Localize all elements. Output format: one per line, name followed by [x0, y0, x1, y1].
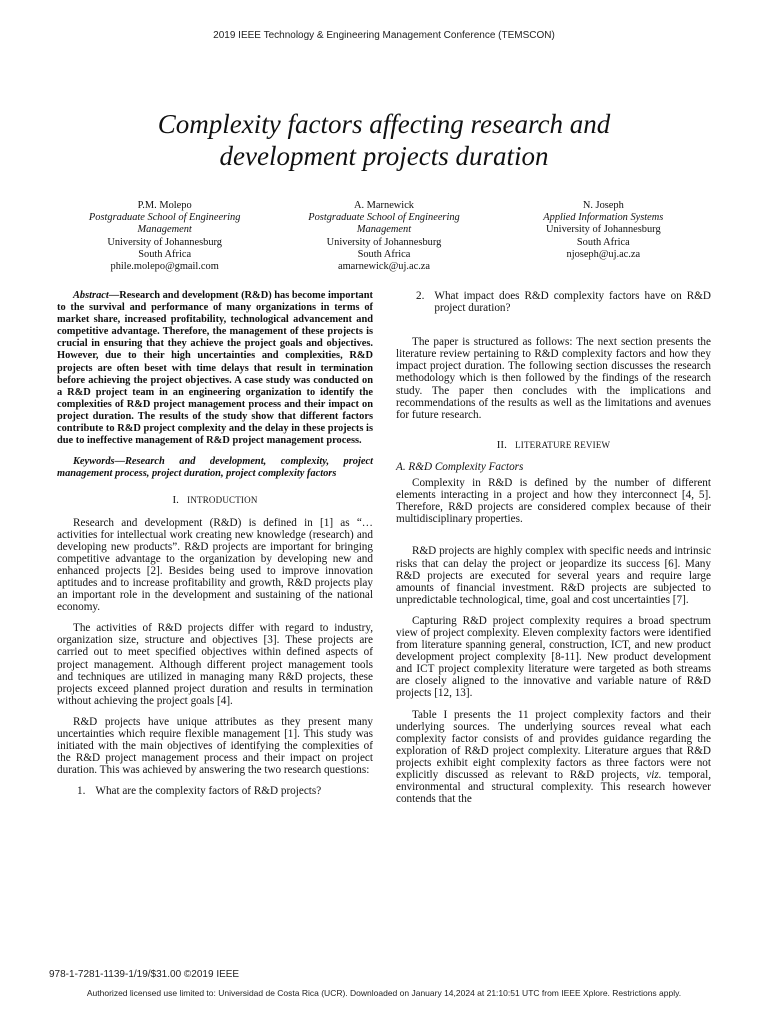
section-title: LITERATURE REVIEW — [515, 439, 611, 450]
lit-paragraph-3: Capturing R&D project complexity requires a broad spectrum view of project complexity. Eleven complexity factors were identified from literature spanning general, construction, ICT, and new product development project complexity [8-11]. New product development and ICT project complexity literature were targeted as both streams are closely aligned to the innovative and variable nature of R&D projects [12, 13]. — [396, 614, 711, 700]
intro-paragraph-2: The activities of R&D projects differ with regard to industry, organization size, structure and objectives [3]. These projects are carried out to meet specified objectives within defined aspects of project management. Although different project management tools and techniques are utilized in managing many R&D projects, these projects exceed planned project duration and results in termination without achieving the project goals [4]. — [57, 622, 373, 707]
title-line-1: Complexity factors affecting research and — [157, 109, 611, 139]
author-country: South Africa — [138, 248, 192, 260]
author-affiliation-2: Management — [356, 224, 412, 236]
author-name: N. Joseph — [582, 200, 624, 211]
section-heading-introduction — [57, 494, 373, 506]
conference-header: 2019 IEEE Technology & Engineering Management Conference (TEMSCON) — [213, 30, 555, 41]
author-block — [55, 200, 713, 273]
keywords: Keywords—Research and development, complexity, project management process, project duration, project complexity factors — [57, 456, 373, 480]
right-column — [396, 290, 711, 814]
copyright-line: 978-1-7281-1139-1/19/$31.00 ©2019 IEEE — [49, 969, 240, 980]
author-2 — [274, 200, 493, 273]
author-affiliation: Postgraduate School of Engineering — [88, 212, 241, 224]
section-number: II. — [496, 438, 507, 451]
author-email: phile.molepo@gmail.com — [110, 261, 219, 273]
author-affiliation: Applied Information Systems — [543, 212, 664, 224]
research-question-1 — [57, 785, 373, 797]
lit-paragraph-4-text-a: Table I presents the 11 project complexity factors and their underlying sources. The underlying sources reveal what each complexity factor consists of and provides guidance regarding the exploration of R&D project complexity. Literature argues that R&D projects exhibit eight complexity factors as three factors were not explicitly discussed as relevant to R&D projects, — [396, 708, 711, 781]
research-questions-list — [57, 785, 373, 797]
author-email: amarnewick@uj.ac.za — [337, 261, 431, 273]
structure-paragraph: The paper is structured as follows: The next section presents the literature review pertaining to R&D complexity factors and how they impact project duration. The following section discusses the research methodology which is then followed by the findings of the research study. The paper then concludes with the implications and recommendations of the results as well as the limitations and avenues for future research. — [396, 336, 711, 421]
lit-paragraph-4-text-b: temporal, environmental and structural complexity. This research however contends that the — [396, 769, 712, 806]
paper-title — [60, 108, 708, 172]
section-number: I. — [172, 494, 179, 507]
left-column — [57, 290, 373, 803]
lit-paragraph-4 — [396, 709, 711, 806]
author-institution: University of Johannesburg — [326, 236, 442, 248]
author-email: njoseph@uj.ac.za — [566, 248, 641, 260]
author-name: A. Marnewick — [353, 200, 414, 211]
list-text: What are the complexity factors of R&D projects? — [95, 785, 322, 798]
viz-abbrev: viz. — [646, 769, 662, 781]
list-number: 2. — [416, 290, 425, 302]
intro-paragraph-3: R&D projects have unique attributes as they present many uncertainties which require flexible management [1]. This study was initiated with the main objectives of identifying the complexities of the R&D project management process and their impact on project duration. This was achieved by answering the two research questions: — [57, 715, 373, 777]
intro-paragraph-1: Research and development (R&D) is defined in [1] as “…activities for intellectual work creating new knowledge (research) and developing new products”. R&D projects are important for bringing competitive advantage to the organization by developing new and enhanced projects [2]. Besides being used to improve innovation aptitudes and to increase profitability and growth, R&D projects play an important role in the development and sustaining of the national economy. — [57, 516, 373, 614]
author-institution: University of Johannesburg — [545, 224, 661, 236]
list-number: 1. — [77, 785, 86, 798]
research-question-2 — [396, 290, 711, 314]
section-heading-literature-review — [396, 439, 711, 451]
author-name: P.M. Molepo — [137, 200, 192, 211]
title-line-2: development projects duration — [219, 141, 549, 171]
license-footer: Authorized licensed use limited to: Universidad de Costa Rica (UCR). Downloaded on January 14,2024 at 21:10:51 UTC from IEEE Xplore. Restrictions apply. — [86, 988, 682, 998]
author-country: South Africa — [357, 248, 411, 260]
author-institution: University of Johannesburg — [107, 236, 222, 248]
subsection-heading: A. R&D Complexity Factors — [396, 460, 524, 473]
author-1 — [55, 200, 274, 273]
author-country: South Africa — [576, 236, 630, 248]
list-text: What impact does R&D complexity factors have on R&D project duration? — [434, 290, 711, 315]
author-affiliation-2: Management — [137, 224, 192, 236]
research-questions-list-cont — [396, 290, 711, 314]
lit-paragraph-1: Complexity in R&D is defined by the number of different elements interacting in a project and how they interconnect [4, 5]. Therefore, R&D projects are considered complex because of their multidisciplinary properties. — [396, 477, 711, 526]
author-3 — [494, 200, 713, 273]
abstract — [57, 290, 373, 447]
abstract-label: Abstract — [73, 290, 109, 301]
section-title: INTRODUCTION — [187, 495, 258, 506]
lit-paragraph-2: R&D projects are highly complex with specific needs and intrinsic risks that can delay the project or jeopardize its success [6]. Many R&D projects are executed for several years and require large amounts of financial investment. R&D projects are subjected to unpredictable technological, time, goal and cost uncertainties [7]. — [396, 545, 711, 606]
author-affiliation: Postgraduate School of Engineering — [308, 212, 460, 224]
abstract-text: —Research and development (R&D) has become important to the survival and performance of many organizations in terms of market share, increased profitability, technological advancement and competitive advantage. Therefore, the management of these projects is crucial in ensuring that they achieve the project goals and objectives. However, due to their high uncertainties and complexities, R&D projects are often beset with time delays that result in termination before achieving the project objectives. A case study was conducted on a R&D project team in an engineering organization to identify the complexities of R&D project management process and their impact on project duration. The results of the study show that different factors contribute to R&D project complexity and the delay in these projects is due to ineffective management of R&D project management process. — [57, 290, 373, 447]
